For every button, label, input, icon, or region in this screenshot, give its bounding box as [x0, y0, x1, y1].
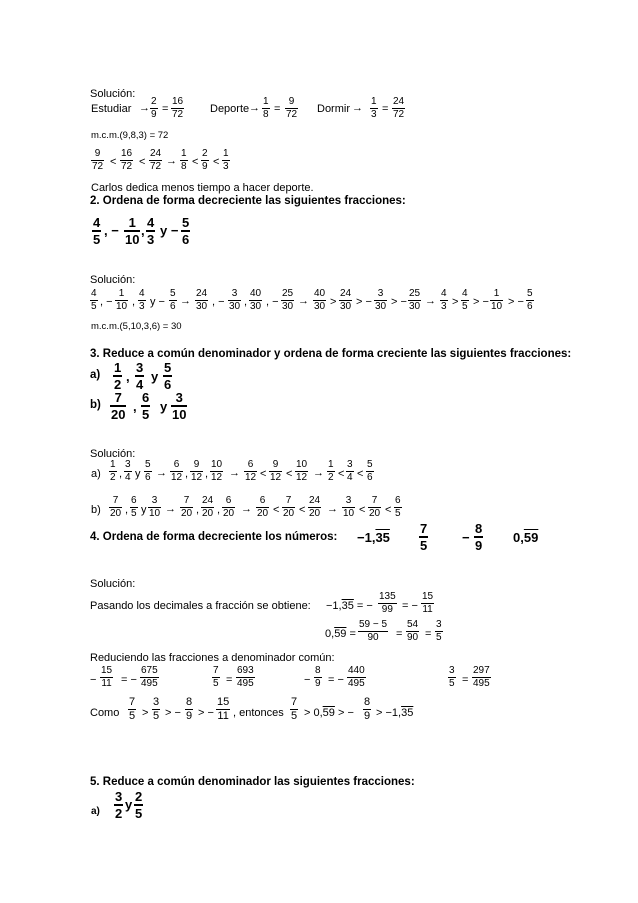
arrow: →	[425, 295, 436, 307]
solution-heading: Solución:	[90, 274, 136, 286]
arrow: →	[241, 503, 252, 515]
fraction: 6 5	[142, 390, 150, 422]
fraction: 3 30	[229, 288, 241, 312]
document-page: Solución: Estudiar → 2 9 = 16 72 Deporte → 1 8 = 9 72 Dormir → 1 3 = 24 72 m.c.m.(9,8,3) = 72 9 72 < 16 72 < 24 72 → 1 8 < 2 9 < 1 3 Carlos dedica menos tiempo a hacer deporte. 2. Ordena de forma decreciente las siguientes fracciones: 4 5 , − 1 10 , 4 3 y − 5 6 Solución: 4 5 , − 1 10 , 4 3 y − 5 6 → 24 30 , − 3 30 , 40 30 , − 25 30 → 40 30 > 24 30 > − 3 30 > − 25 30 → 4 3 > 4 5 > − 1 10 > − 5 6 m.c.m.(5,10,3,6) = 30 3. Reduce a común denominador y ordena de forma creciente las siguientes fracciones: a) 1 2 , 3 4 y 5 6 b) 7 20 , 6 5 y 3 10 Solución: a) 1 2 , 3 4 y 5 6 → 6 12 , 9 12 , 10 12 → 6 12 < 9 12 < 10 12 → 1 2 < 3 4 < 5 6 b) 7 20 , 6 5 y 3 10 → 7 20 , 24 20 , 6 20 → 6 20 < 7 20 < 24 20 → 3 10 < 7 20 < 6 5 4. Ordena de forma decreciente los números: −1,35 7 5 − 8 9 0,59 Solución: Pasando los decimales a fracción se obtiene: −1,35 = − 135 99 = − 15 11 0,59 = 59 − 5 90 = 54 90 = 3 5 Reduciendo las fracciones a denominador común: − 15 11 = − 675 495 7 5 = 693 495 − 8 9 = − 440 495 3 5 = 297 495 Como 7 5 > 3 5 > − 8 9 > − 15 11 , entonces 7 5 > 0,59 > − 8 9 > −1,35 5. Reduce a común denominador las siguientes fracciones: a) 3 2 y 2 5	[0, 0, 638, 903]
fraction: 24 72	[150, 148, 162, 172]
como-text: Como	[90, 707, 120, 719]
exercise-2-title: 2. Ordena de forma decreciente las siguientes fracciones:	[90, 195, 406, 207]
fraction: 10 12	[211, 459, 223, 483]
fraction: 24 30	[196, 288, 208, 312]
arrow: →	[298, 295, 309, 307]
fraction: 4 5	[462, 288, 468, 312]
arrow: →	[166, 155, 177, 167]
fraction: 9 72	[92, 148, 104, 172]
solution-heading: Solución:	[90, 448, 136, 460]
fraction: 4 3	[139, 288, 145, 312]
fraction: 25 30	[409, 288, 421, 312]
fraction: 1 8	[181, 148, 187, 172]
mcm-line: m.c.m.(5,10,3,6) = 30	[91, 321, 182, 332]
fraction: 3 10	[172, 390, 187, 422]
fraction: 5 6	[367, 459, 373, 483]
exercise-3-title: 3. Reduce a común denominador y ordena de forma creciente las siguientes fracciones:	[90, 348, 572, 360]
arrow: →	[229, 467, 240, 479]
fraction: 40 30	[250, 288, 262, 312]
fraction: 3 4	[125, 459, 131, 483]
fraction: 15 11	[217, 696, 230, 722]
fraction: 5 6	[170, 288, 176, 312]
fraction: 59 − 5 90	[359, 619, 388, 643]
fraction: 135 99	[379, 591, 396, 615]
fraction: 693 495	[237, 665, 254, 689]
fraction: 3 2	[115, 789, 123, 821]
fraction: 9 12	[191, 459, 203, 483]
fraction: 6 12	[171, 459, 183, 483]
solution-heading: Solución:	[90, 578, 136, 590]
fraction: 8 9	[186, 696, 193, 722]
fraction: 40 30	[314, 288, 326, 312]
fraction: 7 20	[369, 495, 381, 519]
fraction: 3 4	[136, 360, 144, 392]
fraction: 2 5	[135, 789, 143, 821]
fraction: 1 10	[125, 215, 140, 247]
fraction: 1 2	[110, 459, 116, 483]
fraction: 8 9	[475, 521, 483, 553]
fraction: 8 9	[364, 696, 371, 722]
fraction: 440 495	[348, 665, 365, 689]
fraction: 5 6	[145, 459, 151, 483]
fraction: 4 5	[93, 215, 101, 247]
fraction: 675 495	[141, 665, 158, 689]
fraction: 1 2	[328, 459, 334, 483]
fraction: 15 11	[101, 665, 113, 689]
number-decimal: −1,35	[357, 530, 390, 545]
fraction: 7 5	[129, 696, 136, 722]
item-label-a: a)	[90, 369, 101, 381]
dormir-label: Dormir	[317, 103, 350, 115]
fraction: 6 20	[257, 495, 269, 519]
fraction: 7 20	[111, 390, 126, 422]
fraction: 24 20	[309, 495, 321, 519]
fraction: 3 4	[347, 459, 353, 483]
fraction: 1 2	[114, 360, 122, 392]
fraction: 9 72	[286, 96, 298, 120]
arrow: →	[180, 295, 191, 307]
fraction: 3 10	[343, 495, 355, 519]
fraction: 6 12	[245, 459, 257, 483]
arrow: →	[165, 503, 176, 515]
fraction: 8 9	[315, 665, 321, 689]
fraction: 3 5	[436, 619, 442, 643]
fraction: 2 9	[202, 148, 208, 172]
fraction: 5 6	[164, 360, 172, 392]
fraction: 1 10	[491, 288, 503, 312]
fraction: 24 20	[202, 495, 214, 519]
fraction: 9 12	[270, 459, 282, 483]
fraction: 7 5	[420, 521, 428, 553]
fraction: 6 20	[223, 495, 235, 519]
fraction: 4 3	[147, 215, 155, 247]
fraction: 3 30	[375, 288, 387, 312]
fraction: 5 6	[527, 288, 533, 312]
fraction: 7 20	[181, 495, 193, 519]
estudiar-label: Estudiar	[91, 103, 132, 115]
mcm-line: m.c.m.(9,8,3) = 72	[91, 130, 169, 141]
arrow: →	[313, 467, 324, 479]
fraction: 1 3	[223, 148, 229, 172]
fraction: 7 20	[283, 495, 295, 519]
fraction: 54 90	[407, 619, 419, 643]
fraction: 6 5	[395, 495, 401, 519]
fraction: 24 72	[393, 96, 405, 120]
exercise-4-title: 4. Ordena de forma decreciente los números:	[90, 531, 338, 543]
fraction: 16 72	[172, 96, 184, 120]
exercise-5-title: 5. Reduce a común denominador las siguientes fracciones:	[90, 776, 415, 788]
fraction: 1 8	[263, 96, 269, 120]
fraction: 7 5	[213, 665, 219, 689]
fraction: 3 10	[149, 495, 161, 519]
fraction: 15 11	[422, 591, 434, 615]
fraction: 16 72	[121, 148, 133, 172]
fraction: 4 5	[91, 288, 97, 312]
arrow: →	[139, 102, 150, 114]
item-label-b: b)	[90, 399, 101, 411]
entonces-text: , entonces	[233, 707, 284, 719]
fraction: 24 30	[340, 288, 352, 312]
fraction: 3 5	[449, 665, 455, 689]
fraction: 6 5	[131, 495, 137, 519]
fraction: 7 5	[291, 696, 298, 722]
arrow: →	[352, 102, 363, 114]
number-decimal: 0,59	[513, 530, 539, 545]
arrow: →	[156, 467, 167, 479]
arrow: →	[249, 102, 260, 114]
fraction: 4 3	[441, 288, 447, 312]
fraction: 1 10	[116, 288, 128, 312]
pasando-text: Pasando los decimales a fracción se obtiene:	[90, 600, 311, 612]
fraction: 297 495	[473, 665, 490, 689]
item-label-a: a)	[91, 806, 100, 817]
fraction: 10 12	[296, 459, 308, 483]
fraction: 5 6	[182, 215, 190, 247]
fraction: 7 20	[110, 495, 122, 519]
conclusion-text: Carlos dedica menos tiempo a hacer deporte.	[91, 182, 314, 194]
fraction: 25 30	[282, 288, 294, 312]
reduciendo-text: Reduciendo las fracciones a denominador común:	[90, 652, 335, 664]
solution-heading: Solución:	[90, 88, 136, 100]
arrow: →	[327, 503, 338, 515]
fraction: 2 9	[151, 96, 157, 120]
fraction: 3 5	[153, 696, 160, 722]
fraction: 1 3	[371, 96, 377, 120]
deporte-label: Deporte	[210, 103, 250, 115]
